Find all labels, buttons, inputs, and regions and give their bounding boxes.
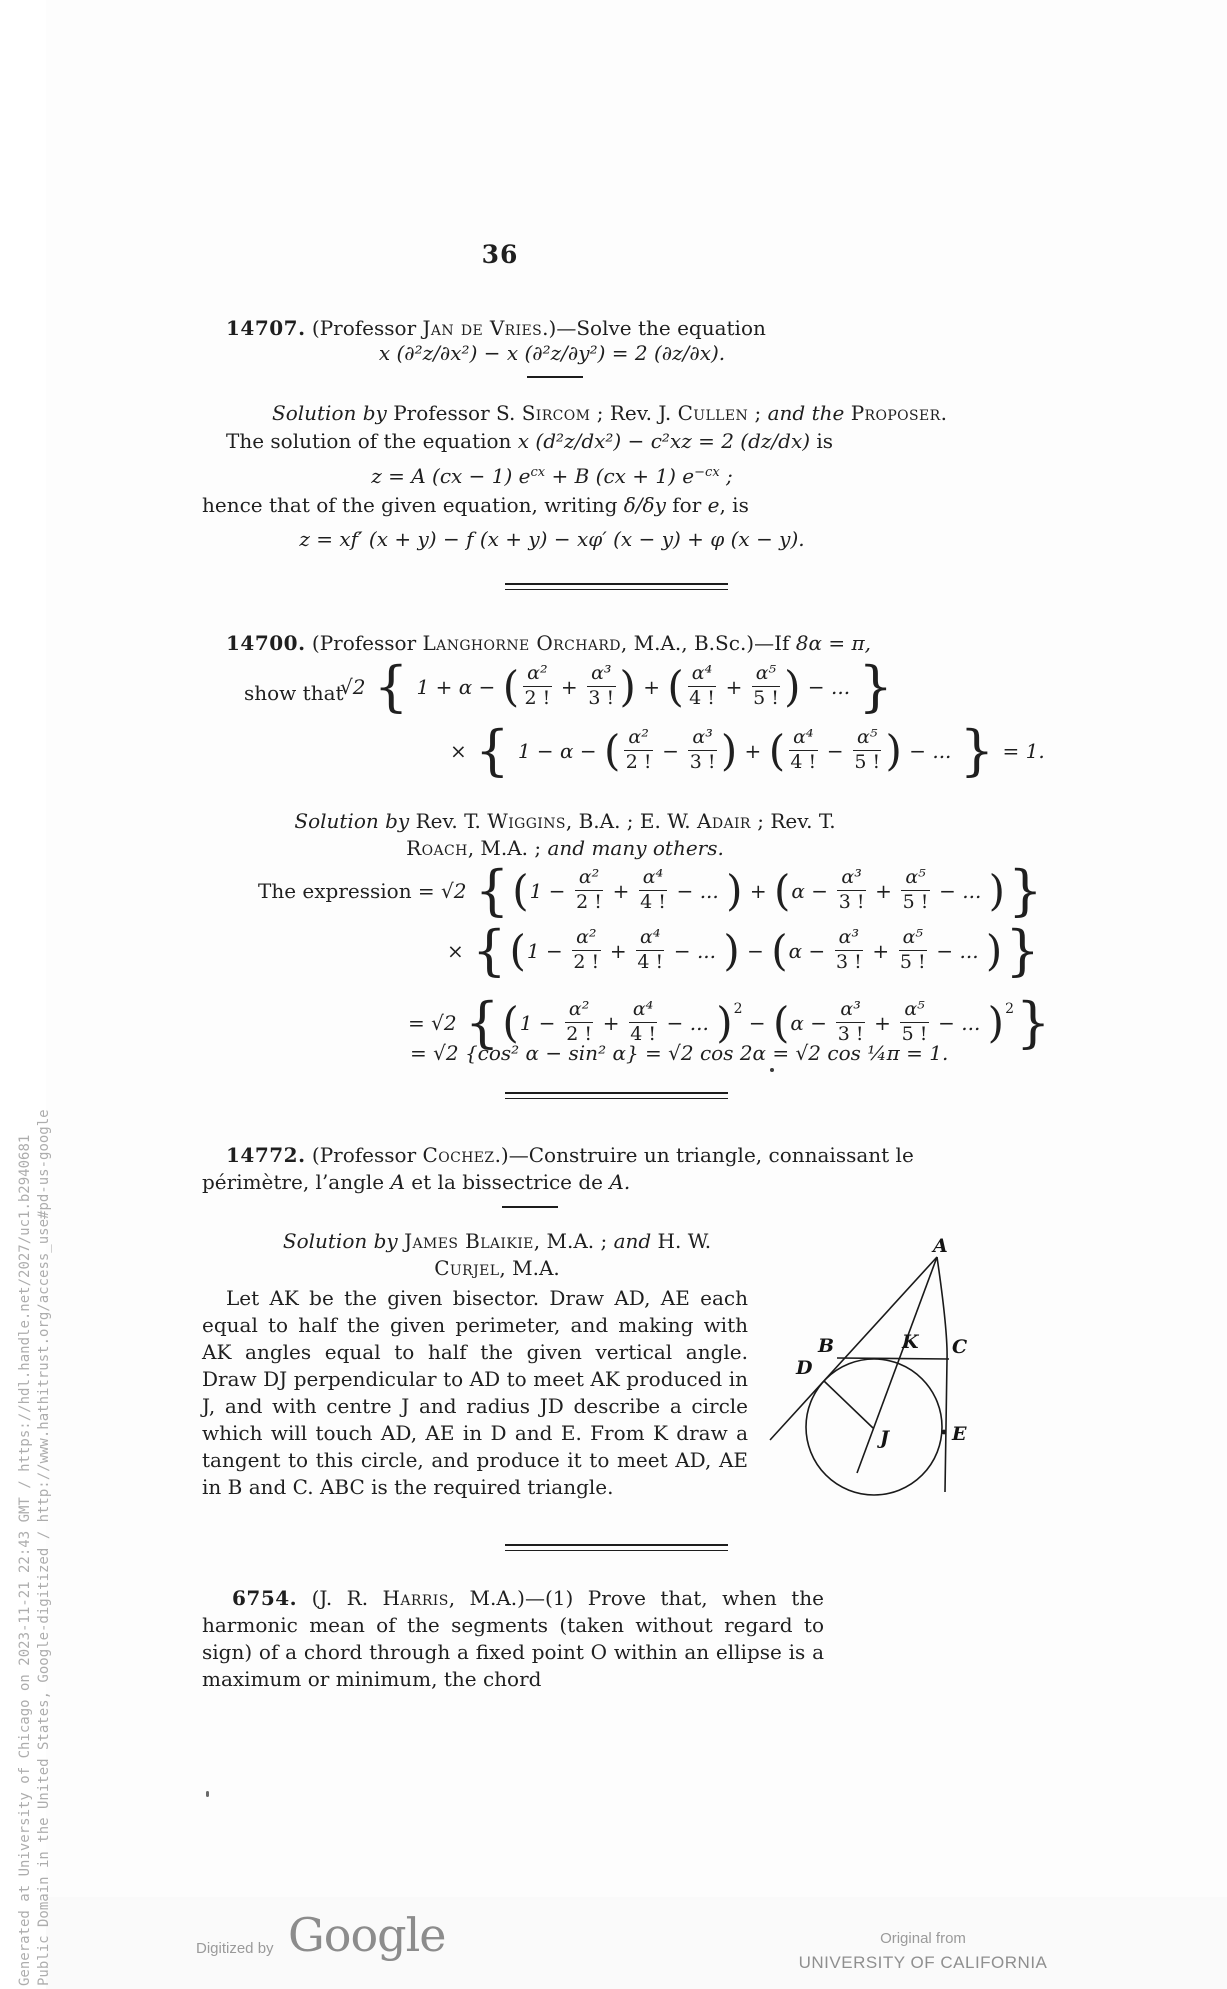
text-segment: 1 − — [526, 939, 570, 963]
text-segment: α − — [788, 939, 832, 963]
text-segment: } — [959, 718, 995, 782]
solution-expression-line4 — [410, 1038, 948, 1068]
fraction: $\frac{\text{α³}}{3 !}$ — [835, 926, 862, 973]
text-segment: + — [603, 939, 634, 963]
fraction: $\frac{\text{α²}}{2 !}$ — [524, 662, 551, 709]
text-segment: ( — [773, 997, 790, 1047]
text-segment: ( — [502, 661, 520, 711]
text-segment: 1 − — [529, 879, 572, 903]
digitized-by-label: Digitized by — [196, 1940, 274, 1957]
solution-expression-line1 — [258, 858, 1044, 922]
text-segment: z = xf′ (x + y) − f (x + y) − xφ′ (x − y) + φ (x − y). — [299, 527, 805, 551]
text-segment: and the — [767, 401, 851, 425]
problem-14700-solution-attribution — [255, 808, 875, 834]
fraction: $\frac{\text{α⁴}}{4 !}$ — [640, 866, 666, 913]
problem-14772-solution-attribution — [202, 1228, 792, 1254]
text-segment: (Professor — [305, 316, 423, 340]
fraction: $\frac{\text{α³}}{3 !}$ — [837, 998, 864, 1045]
text-segment: = 1. — [996, 739, 1045, 763]
text-segment: H. W. — [657, 1229, 712, 1253]
text-segment: { — [474, 858, 510, 922]
text-segment: √2 — [340, 675, 372, 699]
section-divider — [505, 1092, 728, 1099]
text-segment: , M.A. — [499, 1256, 560, 1280]
show-that-label: show that — [244, 681, 344, 705]
text-segment: ( — [502, 997, 519, 1047]
figure-label-C: C — [952, 1336, 968, 1358]
text-segment: A. — [609, 1170, 631, 1194]
fraction: $\frac{\text{α⁴}}{4 !}$ — [790, 726, 817, 773]
text-segment: ( — [512, 865, 529, 915]
text-segment: ( — [774, 865, 791, 915]
text-segment: − ... — [667, 939, 723, 963]
problem-14772-solution-body: Let AK be the given bisector. Draw AD, AE each equal to half the given perimeter, and making with AK angles equal to half the given vertical angle. Draw DJ perpendicular to AD to meet AK produced in J, and with centre J and radius JD describe a circle which will touch AD, AE in D and E. From K draw a tangent to this circle, and produce it to meet AD, AE in B and C. ABC is the required triangle. — [202, 1286, 748, 1499]
figure-label-B: B — [818, 1335, 835, 1357]
text-segment: −cx — [694, 465, 720, 480]
text-segment: { — [464, 990, 500, 1054]
problem-14772-heading-line2 — [202, 1169, 630, 1195]
fraction: $\frac{\text{α²}}{2 !}$ — [566, 998, 593, 1045]
text-segment: + — [743, 879, 773, 903]
fraction: $\frac{\text{α⁴}}{4 !}$ — [637, 926, 664, 973]
text-segment: ( — [667, 661, 684, 711]
figure-label-K: K — [902, 1331, 919, 1353]
text-segment: et la bissectrice de — [404, 1170, 610, 1194]
ink-speck — [770, 1068, 774, 1072]
text-segment: − ... — [670, 879, 726, 903]
text-segment: + — [606, 879, 636, 903]
text-segment: − — [740, 939, 771, 963]
text-segment: cx — [530, 465, 546, 480]
text-segment: hence that of the given equation, writing — [202, 493, 624, 517]
text-segment: Solution by — [294, 809, 416, 833]
problem-14700-solution-attribution — [255, 835, 875, 861]
text-segment: ; — [748, 401, 768, 425]
text-segment: ) — [619, 661, 636, 711]
fraction: $\frac{\text{α³}}{3 !}$ — [838, 866, 865, 913]
text-segment: x (d²z/dx²) − c²xz = 2 (dz/dx) — [517, 429, 811, 453]
text-segment: ( — [604, 725, 621, 775]
figure-point-E-dot — [942, 1430, 947, 1435]
text-segment: + — [867, 1011, 898, 1035]
text-segment: and many others. — [547, 836, 724, 860]
text-segment: (Professor — [305, 1143, 423, 1167]
text-segment: ; Rev. T. — [750, 809, 836, 833]
section-divider — [505, 583, 728, 590]
text-segment: (J. R. — [297, 1586, 383, 1610]
problem-14700-equation-line1 — [340, 654, 895, 718]
text-segment: Rev. T. — [415, 809, 488, 833]
margin-note-line2: Public Domain in the United States, Google-digitized / http://www.hathitrust.org/access_use#pd-us-google — [36, 1109, 52, 1986]
text-segment: − — [742, 1011, 772, 1035]
problem-6754-heading — [202, 1585, 824, 1693]
fraction: $\frac{\text{α³}}{3 !}$ — [588, 662, 615, 709]
text-segment: 8α = π, — [795, 631, 871, 655]
text-segment: 14772. — [226, 1143, 306, 1167]
figure-line-A-C-E — [937, 1257, 947, 1492]
text-segment: 2 — [733, 1001, 743, 1017]
text-segment: ) — [784, 661, 801, 711]
text-segment: , M.A.)—(1) Prove that, when the harmonic mean of the segments (taken without regard to sign) of a chord through a fixed point O within an ellipse is a maximum or minimum, the chord — [202, 1586, 824, 1691]
text-segment: ( — [771, 925, 788, 975]
text-segment: ) — [720, 725, 738, 775]
text-segment: Sircom — [521, 401, 591, 425]
text-segment: − ... — [801, 675, 857, 699]
text-segment: , M.A., B.Sc.)—If — [620, 631, 796, 655]
figure-label-D: D — [796, 1357, 813, 1379]
text-segment: ) — [987, 997, 1005, 1047]
text-segment: } — [1015, 990, 1051, 1054]
fraction: $\frac{\text{α²}}{2 !}$ — [625, 726, 652, 773]
text-segment: + — [554, 675, 585, 699]
text-segment: ; Rev. J. — [590, 401, 678, 425]
figure-label-A: A — [933, 1235, 948, 1257]
text-segment: 1 − — [519, 1011, 562, 1035]
original-from-label: Original from — [880, 1930, 966, 1947]
solution-equation — [242, 524, 862, 554]
text-segment: 6754. — [232, 1586, 298, 1610]
text-segment: , is — [719, 493, 749, 517]
problem-14772-heading-line1 — [226, 1142, 914, 1168]
text-segment: Cullen — [677, 401, 749, 425]
short-rule-divider — [502, 1206, 558, 1208]
text-segment: , M.A. ; — [467, 836, 548, 860]
text-segment: − ... — [931, 1011, 987, 1035]
text-segment: = √2 — [408, 1011, 463, 1035]
text-segment: { — [475, 718, 510, 782]
fraction: $\frac{\text{α⁴}}{4 !}$ — [630, 998, 656, 1045]
text-segment: , B.A. ; E. W. — [565, 809, 697, 833]
text-segment: e — [707, 493, 720, 517]
text-segment: Solution by — [282, 1229, 405, 1253]
text-segment: x (∂²z/∂x²) − x (∂²z/∂y²) = 2 (∂z/∂x). — [378, 341, 726, 365]
text-segment: } — [1005, 918, 1040, 982]
text-segment: The expression = — [258, 879, 442, 903]
text-segment: is — [810, 429, 834, 453]
text-segment: − ... — [932, 879, 988, 903]
fraction: $\frac{\text{α⁴}}{4 !}$ — [689, 662, 715, 709]
geometry-figure — [752, 1212, 1024, 1534]
text-segment: + — [636, 675, 667, 699]
fraction: $\frac{\text{α⁵}}{5 !}$ — [899, 926, 926, 973]
text-segment: Langhorne Orchard — [422, 631, 621, 655]
text-segment: .)—Solve the equation — [542, 316, 766, 340]
text-segment: (Professor — [305, 631, 423, 655]
hathitrust-margin-note — [16, 1109, 54, 1986]
text-segment: + B (cx + 1) e — [545, 464, 695, 488]
fraction: $\frac{\text{α²}}{2 !}$ — [576, 866, 602, 913]
solution-body-line — [202, 492, 749, 518]
text-segment: ) — [885, 725, 902, 775]
text-segment: α − — [790, 1011, 834, 1035]
text-segment: ) — [985, 925, 1003, 975]
text-segment: ; — [719, 464, 733, 488]
text-segment: { — [472, 918, 507, 982]
text-segment: for — [665, 493, 708, 517]
text-segment: Adair — [697, 809, 751, 833]
text-segment: .)—Construire un triangle, connaissant le — [494, 1143, 914, 1167]
text-segment: 1 + α − — [410, 675, 502, 699]
problem-14700-equation-line2 — [450, 718, 1045, 782]
text-segment: − ... — [902, 739, 958, 763]
google-logo: Google — [288, 1908, 446, 1962]
text-segment: + — [596, 1011, 626, 1035]
text-segment: + — [738, 739, 768, 763]
page-number: 36 — [481, 240, 519, 269]
text-segment: + — [866, 939, 896, 963]
text-segment: ( — [768, 725, 786, 775]
margin-note-line1: Generated at University of Chicago on 2023-11-21 22:43 GMT / https://hdl.handle.net/2027/uc1.b2940681 — [17, 1134, 33, 1986]
fraction: $\frac{\text{α³}}{3 !}$ — [689, 726, 716, 773]
text-segment: 14707. — [226, 316, 306, 340]
text-segment: Professor S. — [393, 401, 522, 425]
text-segment: . — [940, 401, 947, 425]
text-segment: Proposer — [850, 401, 941, 425]
text-segment: + — [719, 675, 749, 699]
figure-radius-D-J — [824, 1381, 873, 1428]
solution-expression-line2 — [447, 918, 1042, 982]
text-segment: 2 — [1005, 1001, 1014, 1017]
fraction: $\frac{\text{α²}}{2 !}$ — [573, 926, 600, 973]
fraction: $\frac{\text{α⁵}}{5 !}$ — [902, 866, 929, 913]
ink-speck — [206, 1791, 209, 1797]
solution-body-line — [226, 428, 833, 454]
text-segment: ( — [509, 925, 526, 975]
text-segment: } — [1008, 858, 1043, 922]
section-divider — [505, 1544, 728, 1551]
text-segment: × — [450, 739, 474, 763]
text-segment: 14700. — [226, 631, 306, 655]
text-segment: périmètre, l’angle — [202, 1170, 391, 1194]
text-segment: } — [858, 654, 893, 718]
figure-label-E: E — [952, 1423, 967, 1445]
text-segment: − — [820, 739, 851, 763]
text-segment: James Blaikie — [404, 1229, 534, 1253]
text-segment: + — [868, 879, 899, 903]
text-segment: − ... — [930, 939, 985, 963]
short-rule-divider — [527, 376, 583, 378]
text-segment: ) — [988, 865, 1006, 915]
text-segment: A — [390, 1170, 405, 1194]
text-segment: 1 − α − — [511, 739, 604, 763]
problem-14707-equation — [242, 338, 862, 368]
problem-14700-heading — [226, 630, 871, 656]
text-segment: δ/δy — [623, 493, 666, 517]
problem-14707-solution-attribution — [272, 400, 947, 426]
text-segment: Harris — [382, 1586, 449, 1610]
text-segment: z = A (cx − 1) e — [371, 464, 531, 488]
text-segment: × — [447, 939, 471, 963]
text-segment: , M.A. ; — [533, 1229, 614, 1253]
fraction: $\frac{\text{α⁵}}{5 !}$ — [753, 662, 779, 709]
text-segment: ) — [723, 925, 740, 975]
text-segment: = √2 {cos² α − sin² α} = √2 cos 2α = √2 cos ¼π = 1. — [410, 1041, 949, 1065]
fraction: $\frac{\text{α⁵}}{5 !}$ — [854, 726, 881, 773]
text-segment: Wiggins — [487, 809, 566, 833]
text-segment: and — [613, 1229, 658, 1253]
solution-equation — [242, 458, 862, 488]
text-segment: α − — [791, 879, 835, 903]
text-segment: ) — [716, 997, 733, 1047]
text-segment: − — [655, 739, 686, 763]
text-segment: Cochez — [422, 1143, 495, 1167]
text-segment: The solution of the equation — [226, 429, 518, 453]
fraction: $\frac{\text{α⁵}}{5 !}$ — [901, 998, 928, 1045]
text-segment: Jan de Vries — [422, 316, 543, 340]
text-segment: − ... — [660, 1011, 716, 1035]
text-segment: √2 — [441, 879, 473, 903]
text-segment: { — [373, 654, 409, 718]
figure-line-A-K-J — [857, 1257, 937, 1473]
text-segment: Roach — [406, 836, 468, 860]
text-segment: Solution by — [272, 401, 394, 425]
figure-label-J: J — [880, 1427, 889, 1449]
text-segment: ) — [726, 865, 743, 915]
text-segment: Curjel — [434, 1256, 500, 1280]
figure-tangent-B-C — [837, 1358, 949, 1359]
problem-14772-solution-attribution — [202, 1255, 792, 1281]
institution-label: UNIVERSITY OF CALIFORNIA — [798, 1953, 1048, 1972]
